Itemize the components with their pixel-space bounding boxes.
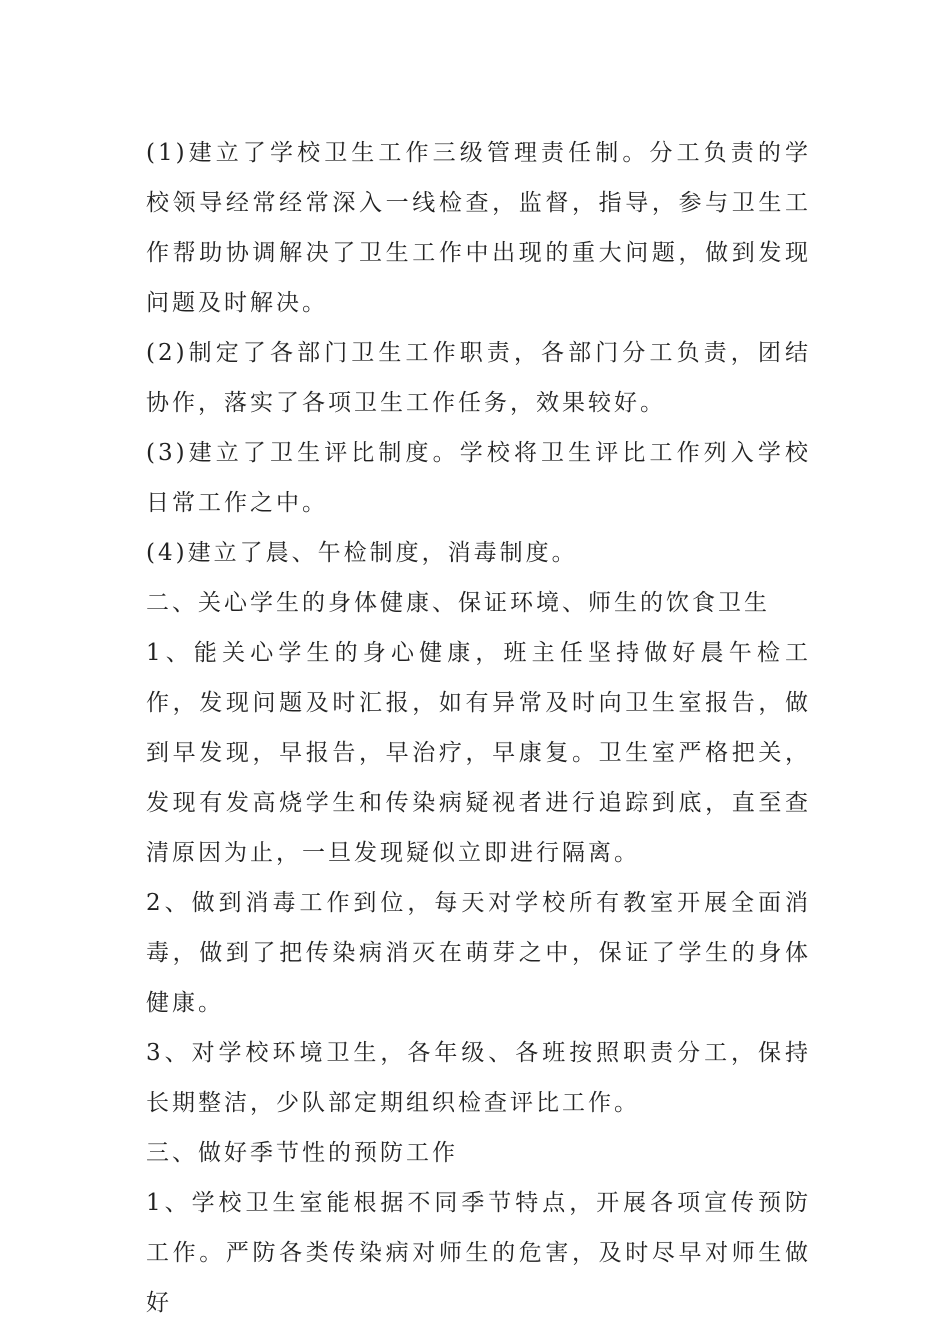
paragraph-4: (4)建立了晨、午检制度，消毒制度。 (146, 540, 578, 566)
paragraph-2: (2)制定了各部门卫生工作职责，各部门分工负责，团结协作，落实了各项卫生工作任务，效果较好。 (146, 340, 811, 416)
paragraph-1: (1)建立了学校卫生工作三级管理责任制。分工负责的学校领导经常经常深入一线检查，监督，指导，参与卫生工作帮助协调解决了卫生工作中出现的重大问题，做到发现问题及时解决。 (146, 140, 811, 316)
paragraph-7: 3、对学校环境卫生，各年级、各班按照职责分工，保持长期整洁，少队部定期组织检查评比工作。 (146, 1040, 811, 1116)
paragraph-8: 1、学校卫生室能根据不同季节特点，开展各项宣传预防工作。严防各类传染病对师生的危害，及时尽早对师生做好 (146, 1190, 811, 1316)
section-heading-3: 三、做好季节性的预防工作 (146, 1140, 458, 1166)
paragraph-5: 1、能关心学生的身心健康，班主任坚持做好晨午检工作，发现问题及时汇报，如有异常及时向卫生室报告，做到早发现，早报告，早治疗，早康复。卫生室严格把关，发现有发高烧学生和传染病疑视者进行追踪到底，直至查清原因为止，一旦发现疑似立即进行隔离。 (146, 640, 811, 866)
paragraph-6: 2、做到消毒工作到位，每天对学校所有教室开展全面消毒，做到了把传染病消灭在萌芽之中，保证了学生的身体健康。 (146, 890, 811, 1016)
document-body (146, 128, 811, 1328)
paragraph-3: (3)建立了卫生评比制度。学校将卫生评比工作列入学校日常工作之中。 (146, 440, 811, 516)
section-heading-2: 二、关心学生的身体健康、保证环境、师生的饮食卫生 (146, 590, 770, 616)
